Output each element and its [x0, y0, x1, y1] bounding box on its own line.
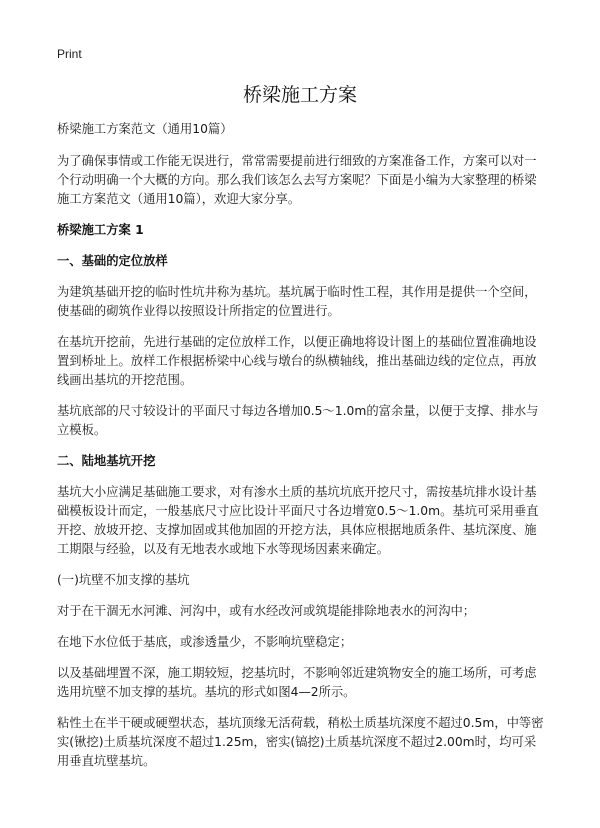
page-title: 桥梁施工方案	[242, 84, 357, 106]
body-paragraph: 粘性土在半干硬或硬塑状态，基坑顶缘无活荷载，稍松土质基坑深度不超过0.5m，中等密实(锹挖)土质基坑深度不超过1.25m，密实(镐挖)土质基坑深度不超过2.00m时，均可采用垂直坑壁基坑。	[57, 716, 544, 768]
body-paragraph: 以及基础埋置不深，施工期较短，挖基坑时，不影响邻近建筑物安全的施工场所，可考虑选用坑壁不加支撑的基坑。基坑的形式如图4—2所示。	[57, 666, 537, 699]
body-paragraph: 对于在干涸无水河滩、河沟中，或有水经改河或筑堤能排除地表水的河沟中；	[57, 604, 476, 618]
body-paragraph: 基坑底部的尺寸较设计的平面尺寸每边各增加0.5～1.0m的富余量，以便于支撑、排水与立模板。	[57, 404, 539, 437]
document-subtitle: 桥梁施工方案范文（通用10篇）	[57, 122, 233, 136]
intro-paragraph: 为了确保事情或工作能无误进行，常常需要提前进行细致的方案准备工作，方案可以对一个行动明确一个大概的方向。那么我们该怎么去写方案呢？下面是小编为大家整理的桥梁施工方案范文（通用10篇），欢迎大家分享。	[57, 154, 537, 206]
subsection-heading: 一、基础的定位放样	[57, 254, 168, 268]
section-heading: 桥梁施工方案 1	[57, 223, 144, 237]
body-paragraph: (一)坑壁不加支撑的基坑	[57, 573, 190, 587]
document-body	[57, 120, 547, 783]
body-paragraph: 在地下水位低于基底，或渗透量少，不影响坑壁稳定；	[57, 635, 353, 649]
subsection-heading: 二、陆地基坑开挖	[57, 454, 156, 468]
print-label: Print	[57, 47, 82, 61]
body-paragraph: 在基坑开挖前，先进行基础的定位放样工作，以便正确地将设计图上的基础位置准确地设置到桥址上。放样工作根据桥梁中心线与墩台的纵横轴线，推出基础边线的定位点，再放线画出基坑的开挖范围。	[57, 335, 537, 387]
body-paragraph: 为建筑基础开挖的临时性坑井称为基坑。基坑属于临时性工程，其作用是提供一个空间，使基础的砌筑作业得以按照设计所指定的位置进行。	[57, 285, 537, 318]
body-paragraph: 基坑大小应满足基础施工要求，对有渗水土质的基坑坑底开挖尺寸，需按基坑排水设计基础模板设计而定，一般基底尺寸应比设计平面尺寸各边增宽0.5～1.0m。基坑可采用垂直开挖、放坡开挖、支撑加固或其他加固的开挖方法，具体应根据地质条件、基坑深度、施工期限与经验，以及有无地表水或地下水等现场因素来确定。	[57, 485, 539, 556]
